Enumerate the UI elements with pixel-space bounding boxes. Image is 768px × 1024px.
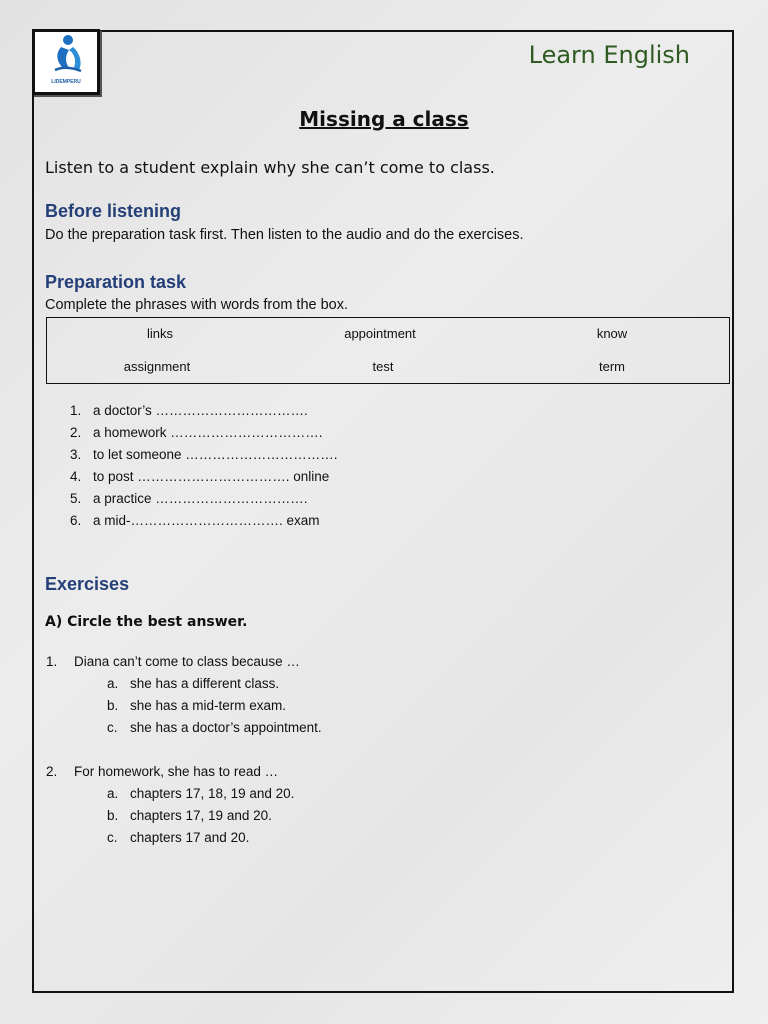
- option-text: chapters 17, 18, 19 and 20.: [130, 786, 295, 801]
- before-listening-text: Do the preparation task first. Then listen to the audio and do the exercises.: [45, 227, 524, 243]
- word-box-item: test: [372, 359, 394, 374]
- list-item-text: to let someone …………………………….: [93, 447, 338, 462]
- option-text: she has a different class.: [130, 676, 280, 691]
- option-letter: b.: [107, 808, 119, 823]
- list-item: [70, 468, 338, 490]
- option-letter: a.: [107, 786, 119, 801]
- option-letter: a.: [107, 676, 119, 691]
- option-text: she has a mid-term exam.: [130, 698, 287, 713]
- word-box-item: appointment: [344, 326, 416, 341]
- brand-title: Learn English: [528, 41, 690, 69]
- option-text: chapters 17 and 20.: [130, 830, 250, 845]
- word-box-item: assignment: [123, 359, 191, 374]
- option-letter: b.: [107, 698, 119, 713]
- logo: [32, 29, 100, 95]
- list-item-number: 3.: [70, 447, 82, 462]
- part-a-instruction: A) Circle the best answer.: [45, 614, 248, 630]
- before-listening-heading: Before listening: [45, 201, 182, 221]
- logo-text: LIDEMPERU: [51, 79, 81, 85]
- question-number: 1.: [46, 654, 58, 669]
- list-item-text: a doctor’s …………………………….: [93, 403, 308, 418]
- exercises-heading: Exercises: [45, 574, 130, 594]
- list-item: [70, 446, 338, 468]
- list-item-text: to post ……………………………. online: [93, 469, 330, 484]
- list-item-number: 4.: [70, 469, 82, 484]
- preparation-text: Complete the phrases with words from the box.: [45, 297, 349, 313]
- question-text: Diana can’t come to class because …: [74, 654, 300, 669]
- word-box-item: links: [146, 326, 174, 341]
- list-item: [70, 424, 338, 446]
- phrase-list: [70, 402, 338, 534]
- intro-text: Listen to a student explain why she can’t come to class.: [45, 158, 495, 177]
- list-item-number: 5.: [70, 491, 82, 506]
- list-item: [70, 402, 338, 424]
- page-title: Missing a class: [299, 107, 469, 131]
- option-text: she has a doctor’s appointment.: [130, 720, 322, 735]
- word-box-item: term: [599, 359, 625, 374]
- word-box: [46, 317, 730, 384]
- preparation-heading: Preparation task: [45, 272, 187, 292]
- word-box-item: know: [596, 326, 628, 341]
- logo-figure-icon: [35, 32, 97, 78]
- list-item: [70, 512, 338, 534]
- question-number: 2.: [46, 764, 58, 779]
- option-text: chapters 17, 19 and 20.: [130, 808, 272, 823]
- list-item-number: 1.: [70, 403, 82, 418]
- list-item-text: a practice …………………………….: [93, 491, 308, 506]
- list-item-number: 2.: [70, 425, 82, 440]
- question-text: For homework, she has to read …: [74, 764, 279, 779]
- option-letter: c.: [107, 720, 118, 735]
- list-item-number: 6.: [70, 513, 82, 528]
- list-item-text: a mid-……………………………. exam: [93, 513, 320, 528]
- option-letter: c.: [107, 830, 118, 845]
- list-item: [70, 490, 338, 512]
- list-item-text: a homework …………………………….: [93, 425, 323, 440]
